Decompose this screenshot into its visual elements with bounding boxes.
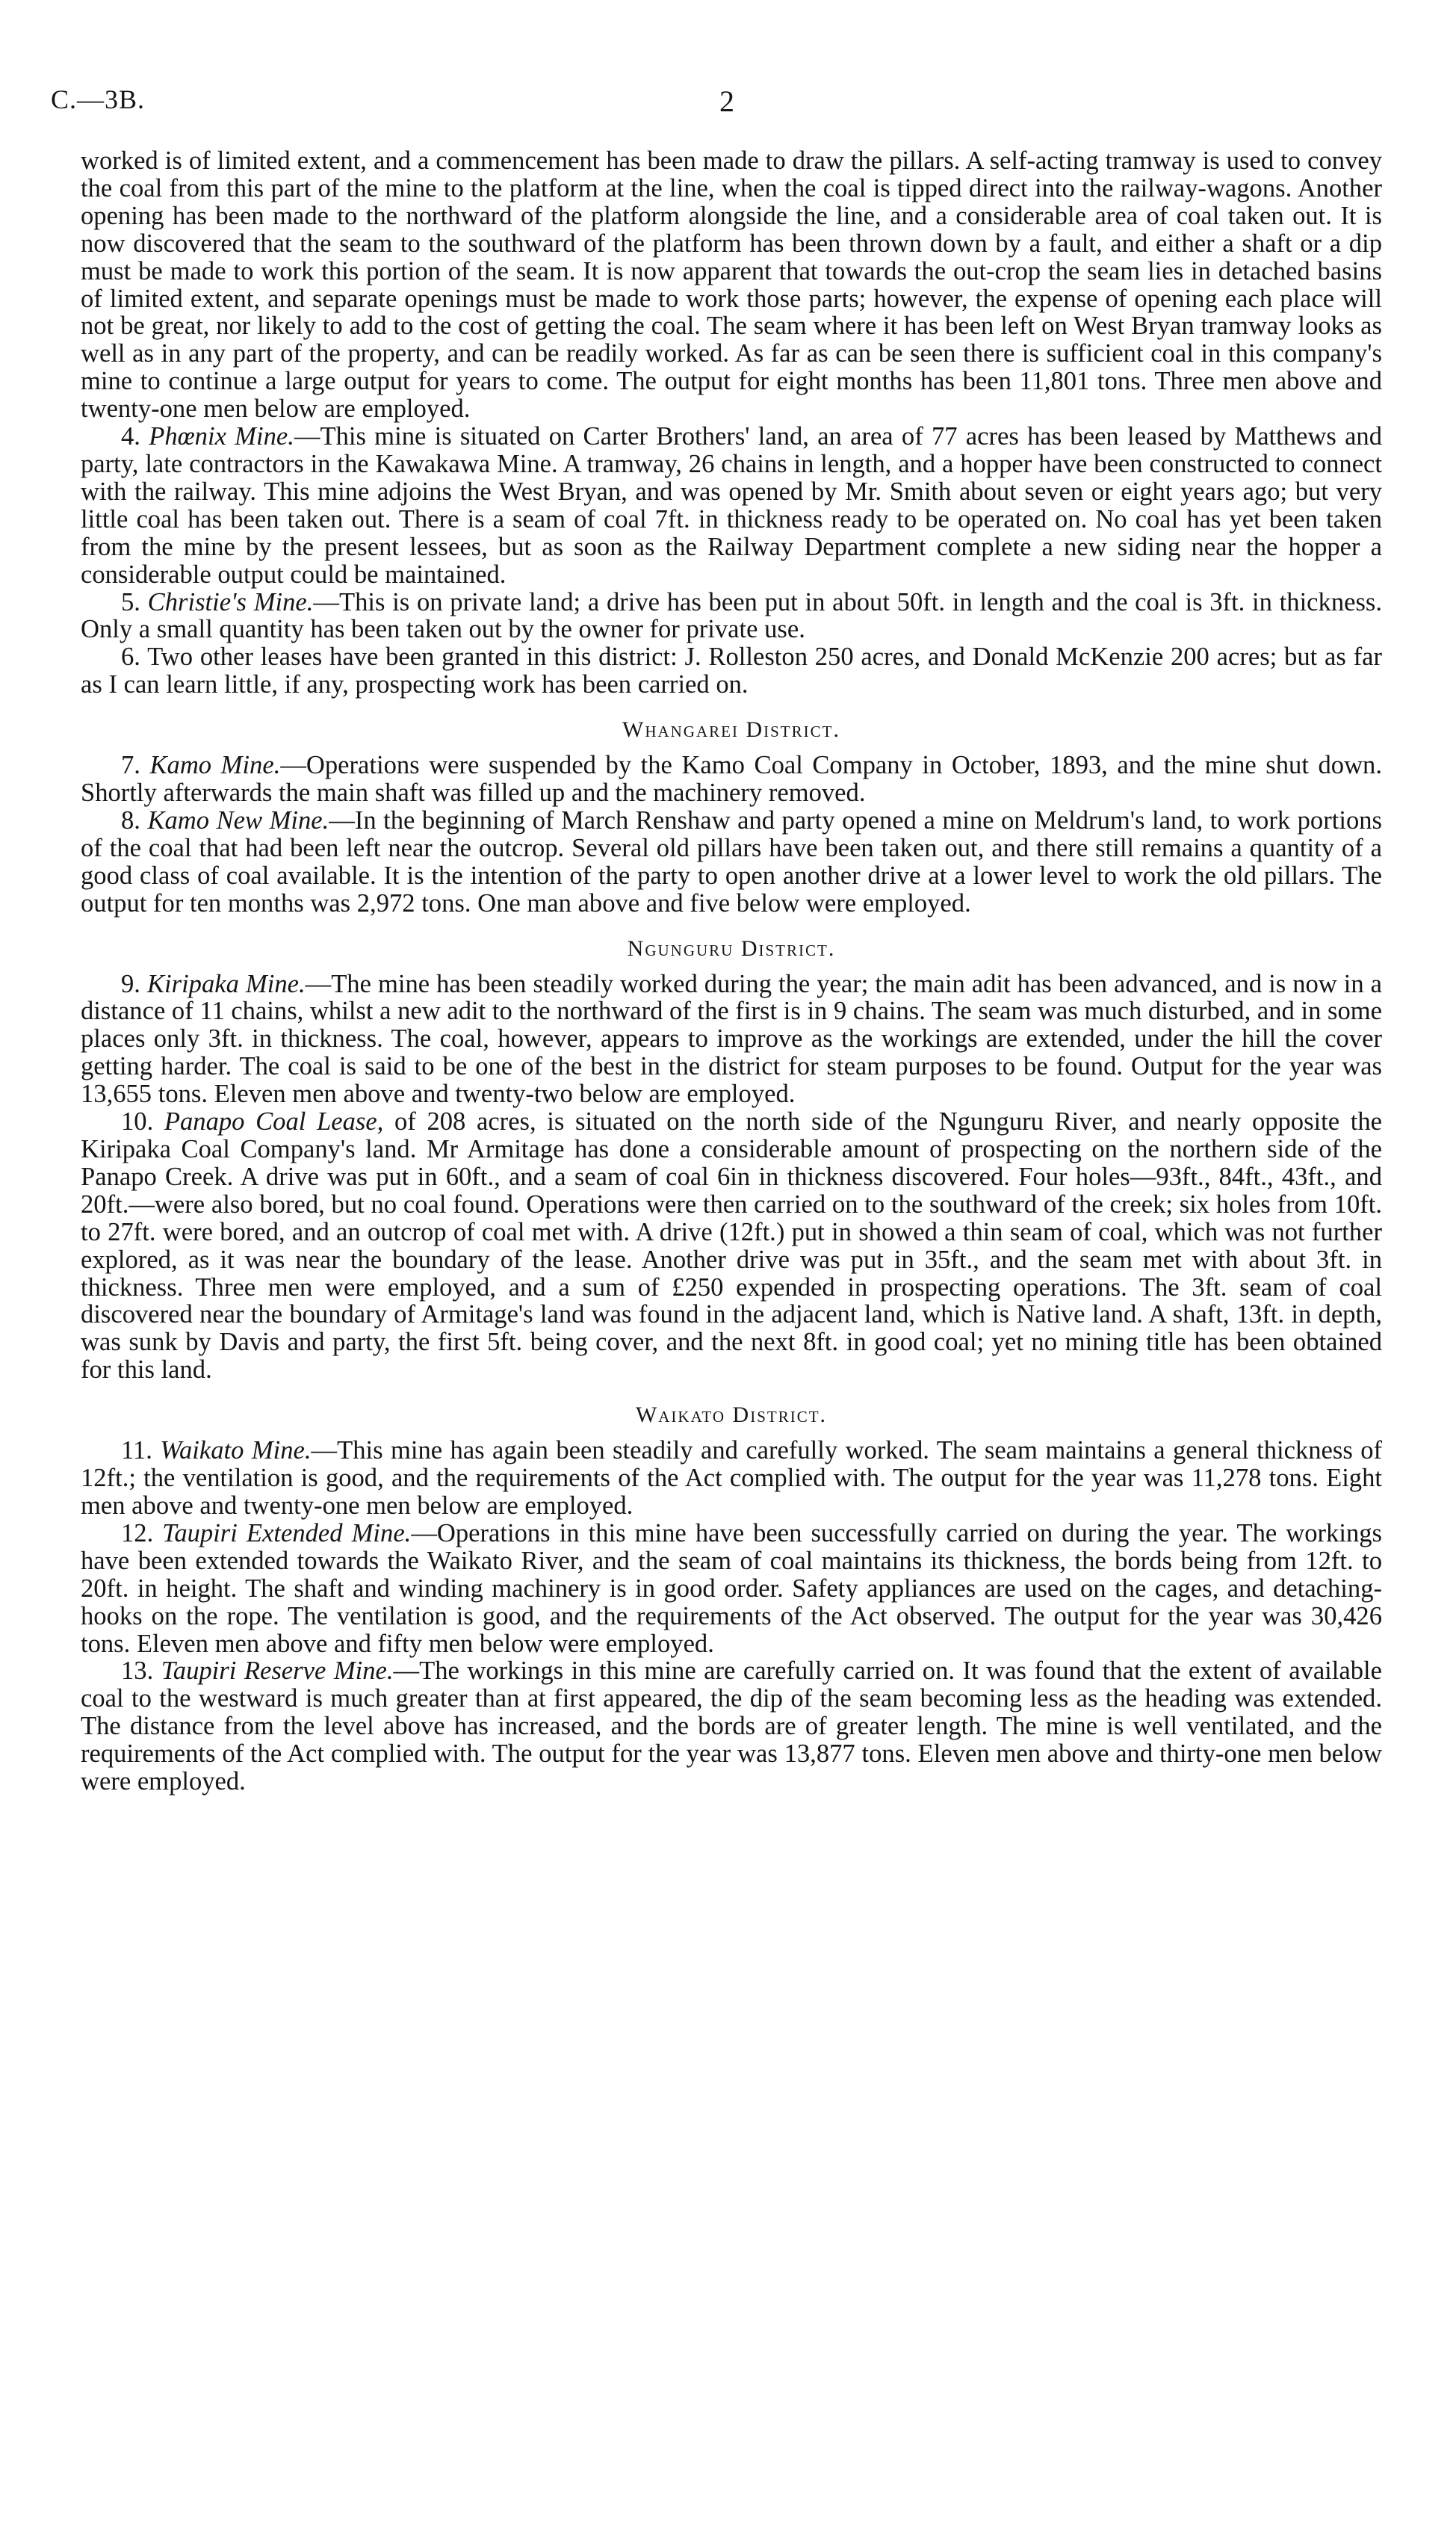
paragraph-other-leases: 6. Two other leases have been granted in this district: J. Rolleston 250 acres, and Donald McKenzie 200 acres; but as far as I can learn little, if any, prospecting work has been carried on.: [81, 643, 1382, 699]
mine-title: Kiripaka Mine.: [146, 969, 306, 998]
section-heading-ngunguru: Ngunguru District.: [627, 935, 836, 961]
paragraph-number: 10.: [121, 1107, 164, 1136]
paragraph-text: —The mine has been steadily worked during the year; the main adit has been advanced, and is now in a distance of 11 chains, whilst a new adit to the northward of the first is in 9 chains. The seam was much disturbed, and in some places only 3ft. in thickness. The coal, however, appears to improve as the workings are extended, under the hill the cover getting harder. The coal is said to be one of the best in the district for steam purposes to be found. Output for the year was 13,655 tons. Eleven men above and twenty-two below are employed.: [81, 969, 1383, 1109]
paragraph-number: 12.: [121, 1518, 163, 1547]
paragraph-text: —This mine has again been steadily and carefully worked. The seam maintains a general thickness of 12ft.; the ventilation is good, and the requirements of the Act complied with. The output for the year was 11,278 tons. Eight men above and twenty-one men below are employed.: [81, 1436, 1383, 1520]
paragraph-number: 11.: [121, 1436, 161, 1465]
paragraph-number: 9.: [121, 969, 147, 998]
paragraph-text: —Operations were suspended by the Kamo Coal Company in October, 1893, and the mine shut down. Shortly afterwards the main shaft was filled up and the machinery removed.: [81, 751, 1382, 808]
mine-title: Kamo Mine.: [149, 751, 281, 780]
paragraph-panapo-coal-lease: [81, 1108, 1382, 1384]
paragraph-number: 5.: [121, 587, 148, 616]
paragraph-waikato-mine: [81, 1437, 1382, 1520]
page-header: [51, 84, 1412, 129]
mine-title: Panapo Coal Lease,: [164, 1107, 384, 1136]
mine-title: Taupiri Reserve Mine.: [161, 1657, 394, 1686]
document-body: [81, 147, 1382, 1796]
section-heading-waikato: Waikato District.: [635, 1402, 828, 1428]
paragraph-number: 7.: [121, 751, 150, 780]
paragraph-number: 8.: [121, 805, 148, 835]
mine-title: Phœnix Mine.: [149, 422, 294, 451]
page-number: 2: [719, 84, 734, 118]
paragraph-number: 4.: [121, 422, 149, 451]
paragraph-christies-mine: [81, 589, 1382, 644]
mine-title: Taupiri Extended Mine.: [162, 1518, 412, 1547]
paragraph-text: —In the beginning of March Renshaw and party opened a mine on Meldrum's land, to work portions of the coal that had been left near the outcrop. Several old pillars have been taken out, and there still remains a quantity of a good class of coal available. It is the intention of the party to open another drive at a lower level to work the old pillars. The output for ten months was 2,972 tons. One man above and five below were employed.: [81, 805, 1382, 918]
paragraph-kiripaka-mine: [81, 971, 1382, 1109]
paragraph-phoenix-mine: [81, 423, 1382, 588]
paragraph-text: —The workings in this mine are carefully carried on. It was found that the extent of available coal to the westward is much greater than at first appeared, the dip of the seam becoming less as the heading was extended. The distance from the level above has increased, and the bords are of greater length. The mine is well ventilated, and the requirements of the Act complied with. The output for the year was 13,877 tons. Eleven men above and thirty-one men below were employed.: [81, 1657, 1382, 1796]
paragraph-taupiri-extended-mine: [81, 1520, 1382, 1658]
paragraph-kamo-new-mine: [81, 807, 1382, 918]
paragraph-text: of 208 acres, is situated on the north side of the Ngunguru River, and nearly opposite the Kiripaka Coal Company's land. Mr Armitage has done a considerable amount of prospecting on the northern side of the Panapo Creek. A drive was put in 60ft., and a seam of coal 6in in thickness discovered. Four holes—93ft., 84ft., 43ft., and 20ft.—were also bored, but no coal found. Operations were then carried on to the southward of the creek; six holes from 10ft. to 27ft. were bored, and an outcrop of coal met with. A drive (12ft.) put in showed a thin seam of coal, which was not further explored, as it was near the boundary of the lease. Another drive was put in 35ft., and the seam met with about 3ft. in thickness. Three men were employed, and a sum of £250 expended in prospecting operations. The 3ft. seam of coal discovered near the boundary of Armitage's land was found in the adjacent land, which is Native land. A shaft, 13ft. in depth, was sunk by Davis and party, the first 5ft. being cover, and the next 8ft. in good coal; yet no mining title has been obtained for this land.: [81, 1107, 1383, 1385]
paragraph-kamo-mine: [81, 752, 1382, 807]
mine-title: Waikato Mine.: [160, 1436, 312, 1465]
section-heading-whangarei: Whangarei District.: [622, 717, 840, 743]
paragraph-continued: worked is of limited extent, and a commencement has been made to draw the pillars. A self-acting tramway is used to convey the coal from this part of the mine to the platform at the line, when the coal is tipped direct into the railway-wagons. Another opening has been made to the northward of the platform alongside the line, and a considerable area of coal taken out. It is now discovered that the seam to the southward of the platform has been thrown down by a fault, and either a shaft or a dip must be made to work this portion of the seam. It is now apparent that towards the out-crop the seam lies in detached basins of limited extent, and separate openings must be made to work those parts; however, the expense of opening each place will not be great, nor likely to add to the cost of getting the coal. The seam where it has been left on West Bryan tramway looks as well as in any part of the property, and can be readily worked. As far as can be seen there is sufficient coal in this company's mine to continue a large output for years to come. The output for eight months has been 11,801 tons. Three men above and twenty-one men below are employed.: [81, 146, 1382, 424]
paragraph-text: —This is on private land; a drive has been put in about 50ft. in length and the coal is 3ft. in thickness. Only a small quantity has been taken out by the owner for private use.: [81, 587, 1383, 644]
document-reference: C.—3B.: [51, 84, 146, 114]
paragraph-number: 13.: [121, 1657, 161, 1686]
mine-title: Christie's Mine.: [147, 587, 314, 616]
paragraph-text: —This mine is situated on Carter Brothers' land, an area of 77 acres has been leased by Matthews and party, late contractors in the Kawakawa Mine. A tramway, 26 chains in length, and a hopper have been constructed to connect with the railway. This mine adjoins the West Bryan, and was opened by Mr. Smith about seven or eight years ago; but very little coal has been taken out. There is a seam of coal 7ft. in thickness ready to be operated on. No coal has yet been taken from the mine by the present lessees, but as soon as the Railway Department complete a new siding near the hopper a considerable output could be maintained.: [81, 422, 1383, 589]
mine-title: Kamo New Mine.: [147, 805, 329, 835]
paragraph-taupiri-reserve-mine: [81, 1657, 1382, 1796]
paragraph-text: —Operations in this mine have been successfully carried on during the year. The workings have been extended towards the Waikato River, and the seam of coal maintains its thickness, the bords being from 12ft. to 20ft. in height. The shaft and winding machinery is in good order. Safety appliances are used on the cages, and detaching-hooks on the rope. The ventilation is good, and the requirements of the Act observed. The output for the year was 30,426 tons. Eleven men above and fifty men below were employed.: [81, 1518, 1382, 1658]
